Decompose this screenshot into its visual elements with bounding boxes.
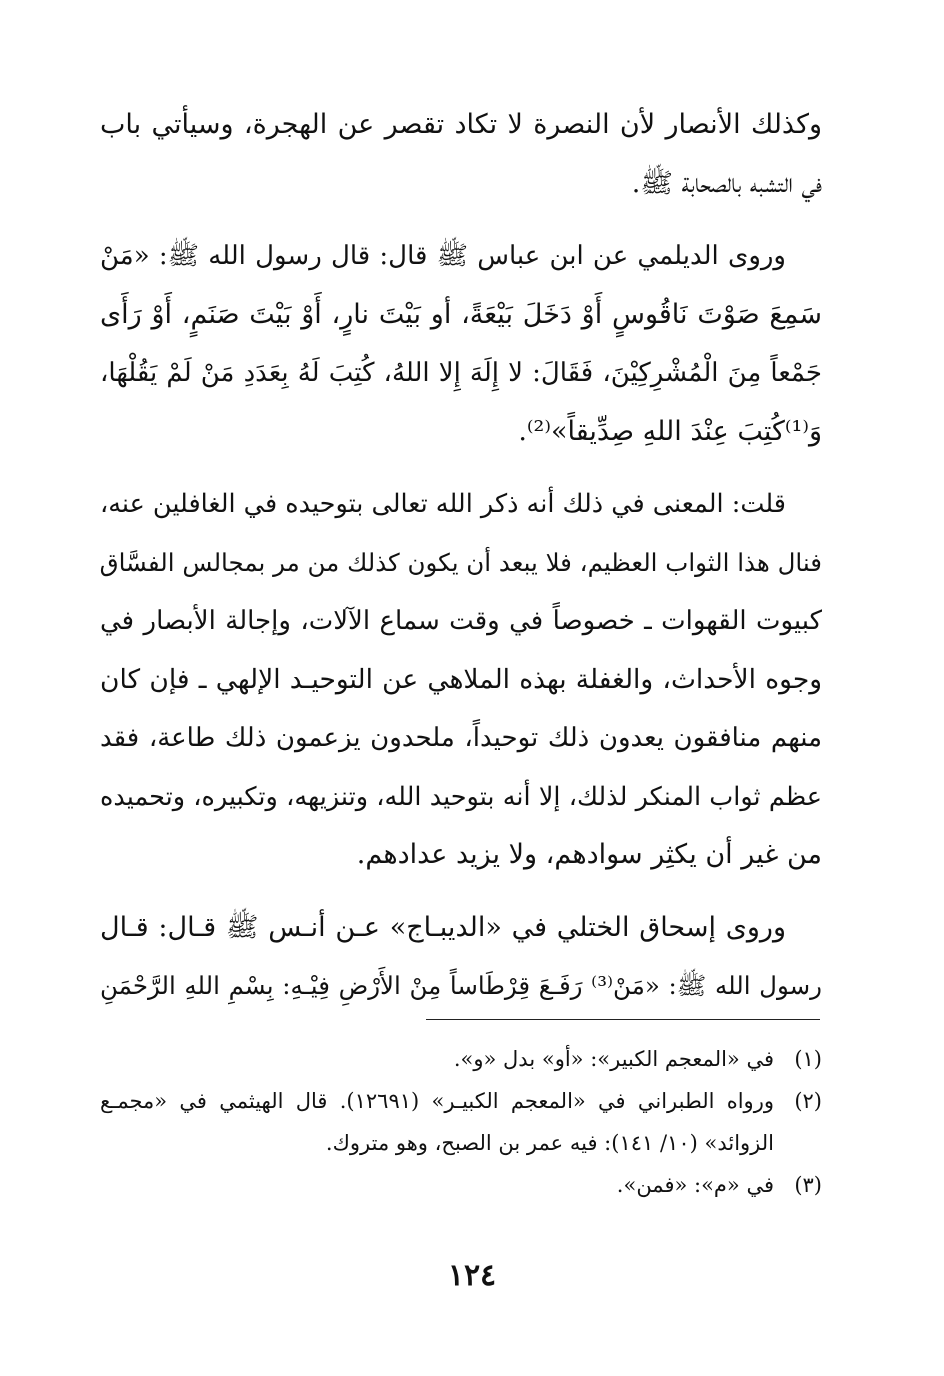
text-line: عظم ثواب المنكر لذلك، إلا أنه بتوحيد الله، وتنزيهه، وتكبيره، وتحميده: [100, 781, 822, 812]
paragraph-4: [100, 899, 822, 1016]
footnote-number: (٢): [794, 1089, 822, 1113]
paragraph-2: [100, 227, 822, 461]
footnote-text: [100, 1038, 774, 1080]
text-line: كبيوت القهوات ـ خصوصاً في وقت سماع الآلات، وإجالة الأبصار في: [100, 606, 822, 636]
main-text: [100, 96, 822, 1030]
footnote-1: [100, 1038, 822, 1080]
footnote-number: (١): [794, 1047, 822, 1071]
text-line: سَمِعَ صَوْتَ نَاقُوسٍ أَوْ دَخَلَ بَيْعَةً، أو بَيْتَ نارٍ، أَوْ بَيْتَ صَنَمٍ، أَوْ رَأَى: [100, 298, 822, 330]
text-line: وروى إسحاق الختلي في «الديبـاج» عـن أنـس ﷺ قـال: قـال: [100, 911, 786, 943]
paragraph-1: [100, 96, 822, 213]
footnote-divider: [426, 1019, 820, 1020]
text-line: في «المعجم الكبير»: «أو» بدل «و».: [453, 1047, 774, 1071]
text-line: وجوه الأحداث، والغفلة بهذه الملاهي عن التوحيـد الإلهي ـ فإن كان: [100, 663, 822, 695]
text-line: وَ⁽¹⁾كُتِبَ عِنْدَ اللهِ صِدِّيقاً»⁽²⁾.: [518, 415, 822, 447]
footnote-text: [100, 1164, 774, 1206]
page-number: ١٢٤: [447, 1258, 497, 1293]
text-line: الزوائد» (١٠/ ١٤١): فيه عمر بن الصبح، وهو متروك.: [325, 1131, 774, 1155]
text-line: قلت: المعنى في ذلك أنه ذكر الله تعالى بتوحيده في الغافلين عنه،: [100, 489, 786, 519]
text-line: من غير أن يكثِر سوادهم، ولا يزيد عدادهم.: [356, 839, 822, 870]
text-line: ورواه الطبراني في «المعجم الكبيـر» (١٢٦٩١). قال الهيثمي في «مجمـع: [100, 1089, 774, 1113]
text-line: في التشبه بالصحابة ﷺ.: [631, 167, 822, 199]
text-line: فنال هذا الثواب العظيم، فلا يبعد أن يكون كذلك من مر بمجالس الفسَّاق: [99, 547, 822, 577]
paragraph-3: [100, 475, 822, 885]
text-line: وكذلك الأنصار لأن النصرة لا تكاد تقصر عن الهجرة، وسيأتي باب: [100, 109, 822, 140]
footnote-number: (٣): [794, 1173, 822, 1197]
text-line: في «م»: «فمن».: [616, 1173, 774, 1197]
footnote-3: [100, 1164, 822, 1206]
footnotes: [100, 1038, 822, 1206]
footnote-text: [100, 1080, 774, 1164]
text-line: رسول الله ﷺ: «مَنْ⁽³⁾ رَفَـعَ قِرْطَاساً مِنْ الأَرْضِ فِيْـهِ: بِسْمِ اللهِ الرَّحْمَنِ: [100, 971, 822, 1000]
text-line: منهم منافقون يعدون ذلك توحيداً، ملحدون يزعمون ذلك طاعة، فقد: [100, 723, 822, 753]
text-line: وروى الديلمي عن ابن عباس ﷺ قال: قال رسول الله ﷺ: «مَنْ: [100, 241, 786, 271]
text-line: جَمْعاً مِنَ الْمُشْرِكِيْنَ، فَقَالَ: لا إِلَهَ إِلا اللهُ، كُتِبَ لَهُ بِعَدَدِ مَنْ لَمْ يَقُلْهَا،: [100, 358, 822, 388]
footnote-2: [100, 1080, 822, 1164]
